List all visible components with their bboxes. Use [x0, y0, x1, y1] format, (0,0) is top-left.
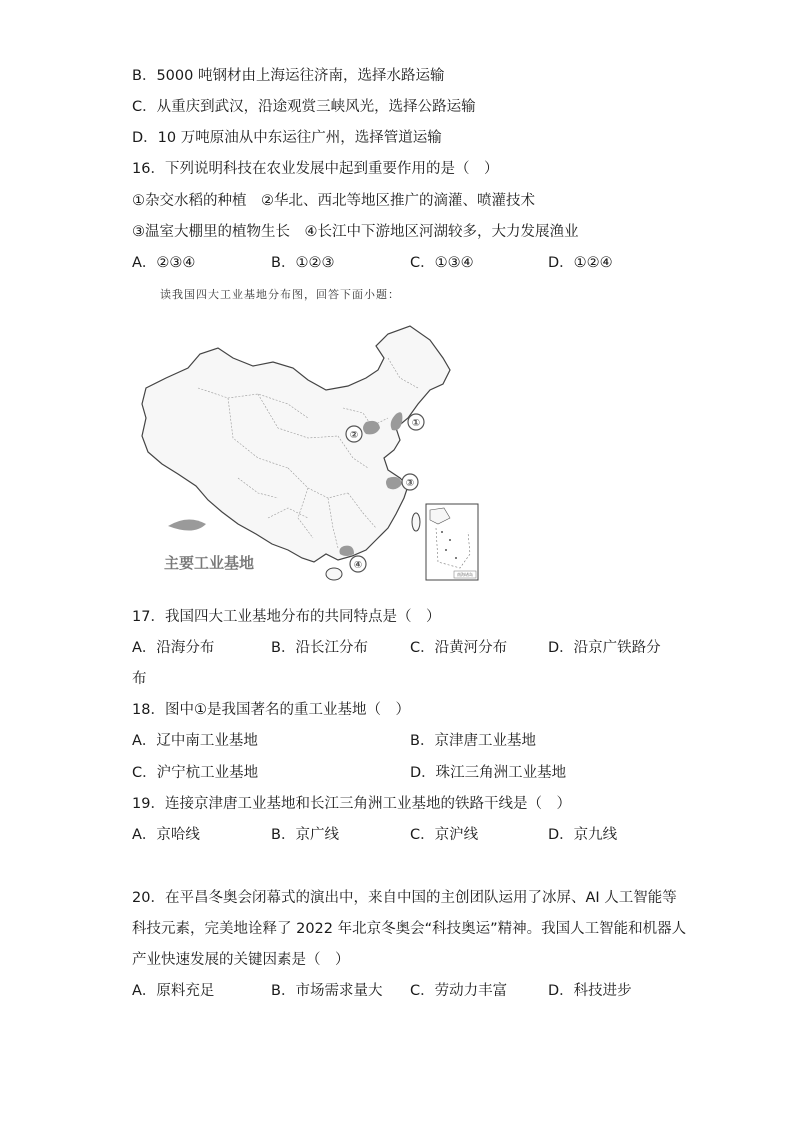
q19-option-a: A．京哈线 — [132, 827, 200, 843]
q15-option-c: C．从重庆到武汉，沿途观赏三峡风光，选择公路运输 — [132, 99, 476, 115]
q18-stem: 18．图中①是我国著名的重工业基地（ ） — [132, 702, 410, 718]
legend-swatch — [168, 519, 206, 530]
q17-option-c: C．沿黄河分布 — [410, 640, 508, 656]
q18-option-b: B．京津唐工业基地 — [410, 733, 536, 749]
q15-option-b: B．5000 吨钢材由上海运往济南，选择水路运输 — [132, 68, 445, 84]
inset-label: 南海诸岛 — [457, 572, 473, 577]
legend-label: 主要工业基地 — [164, 554, 255, 572]
q19-option-c: C．京沪线 — [410, 827, 479, 843]
q16-option-a: A．②③④ — [132, 255, 196, 271]
q17-option-d-wrap: 布 — [132, 671, 147, 687]
q16-statement-line-2: ③温室大棚里的植物生长 ④长江中下游地区河湖较多，大力发展渔业 — [132, 224, 579, 240]
q15-option-d: D．10 万吨原油从中东运往广州，选择管道运输 — [132, 130, 442, 146]
marker-4-label: ④ — [353, 560, 363, 571]
q20-option-c: C．劳动力丰富 — [410, 983, 508, 999]
q20-stem-line-2: 科技元素，完美地诠释了 2022 年北京冬奥会“科技奥运”精神。我国人工智能和机器人 — [132, 921, 687, 937]
q20-option-a: A．原料充足 — [132, 983, 215, 999]
q16-option-c: C．①③④ — [410, 255, 474, 271]
q17-stem: 17．我国四大工业基地分布的共同特点是（ ） — [132, 609, 441, 625]
q16-stem: 16．下列说明科技在农业发展中起到重要作用的是（ ） — [132, 161, 499, 177]
q19-stem: 19．连接京津唐工业基地和长江三角洲工业基地的铁路干线是（ ） — [132, 796, 571, 812]
south-china-sea-inset — [426, 504, 478, 580]
marker-3-label: ③ — [405, 478, 415, 489]
q16-option-b: B．①②③ — [271, 255, 335, 271]
q17-option-d: D．沿京广铁路分 — [548, 640, 661, 656]
q17-option-a: A．沿海分布 — [132, 640, 215, 656]
taiwan-island — [412, 513, 420, 531]
q20-option-d: D．科技进步 — [548, 983, 632, 999]
q20-stem-line-1: 20．在平昌冬奥会闭幕式的演出中，来自中国的主创团队运用了冰屏、AI 人工智能等 — [132, 890, 677, 906]
q18-option-c: C．沪宁杭工业基地 — [132, 765, 259, 781]
hainan-island — [326, 568, 342, 580]
q17-option-b: B．沿长江分布 — [271, 640, 368, 656]
marker-4 — [350, 556, 366, 572]
marker-2 — [346, 426, 362, 442]
marker-2-label: ② — [349, 430, 359, 441]
q19-option-b: B．京广线 — [271, 827, 339, 843]
map-caption: 读我国四大工业基地分布图，回答下面小题： — [160, 288, 400, 301]
q18-option-d: D．珠江三角洲工业基地 — [410, 765, 567, 781]
q16-statement-line-1: ①杂交水稻的种植 ②华北、西北等地区推广的滴灌、喷灌技术 — [132, 193, 535, 209]
marker-1 — [408, 414, 424, 430]
q18-option-a: A．辽中南工业基地 — [132, 733, 258, 749]
q20-stem-line-3: 产业快速发展的关键因素是（ ） — [132, 952, 350, 968]
q20-option-b: B．市场需求量大 — [271, 983, 383, 999]
china-industrial-bases-map — [138, 318, 490, 590]
marker-3 — [402, 474, 418, 490]
marker-1-label: ① — [411, 418, 421, 429]
q16-option-d: D．①②④ — [548, 255, 613, 271]
q19-option-d: D．京九线 — [548, 827, 618, 843]
